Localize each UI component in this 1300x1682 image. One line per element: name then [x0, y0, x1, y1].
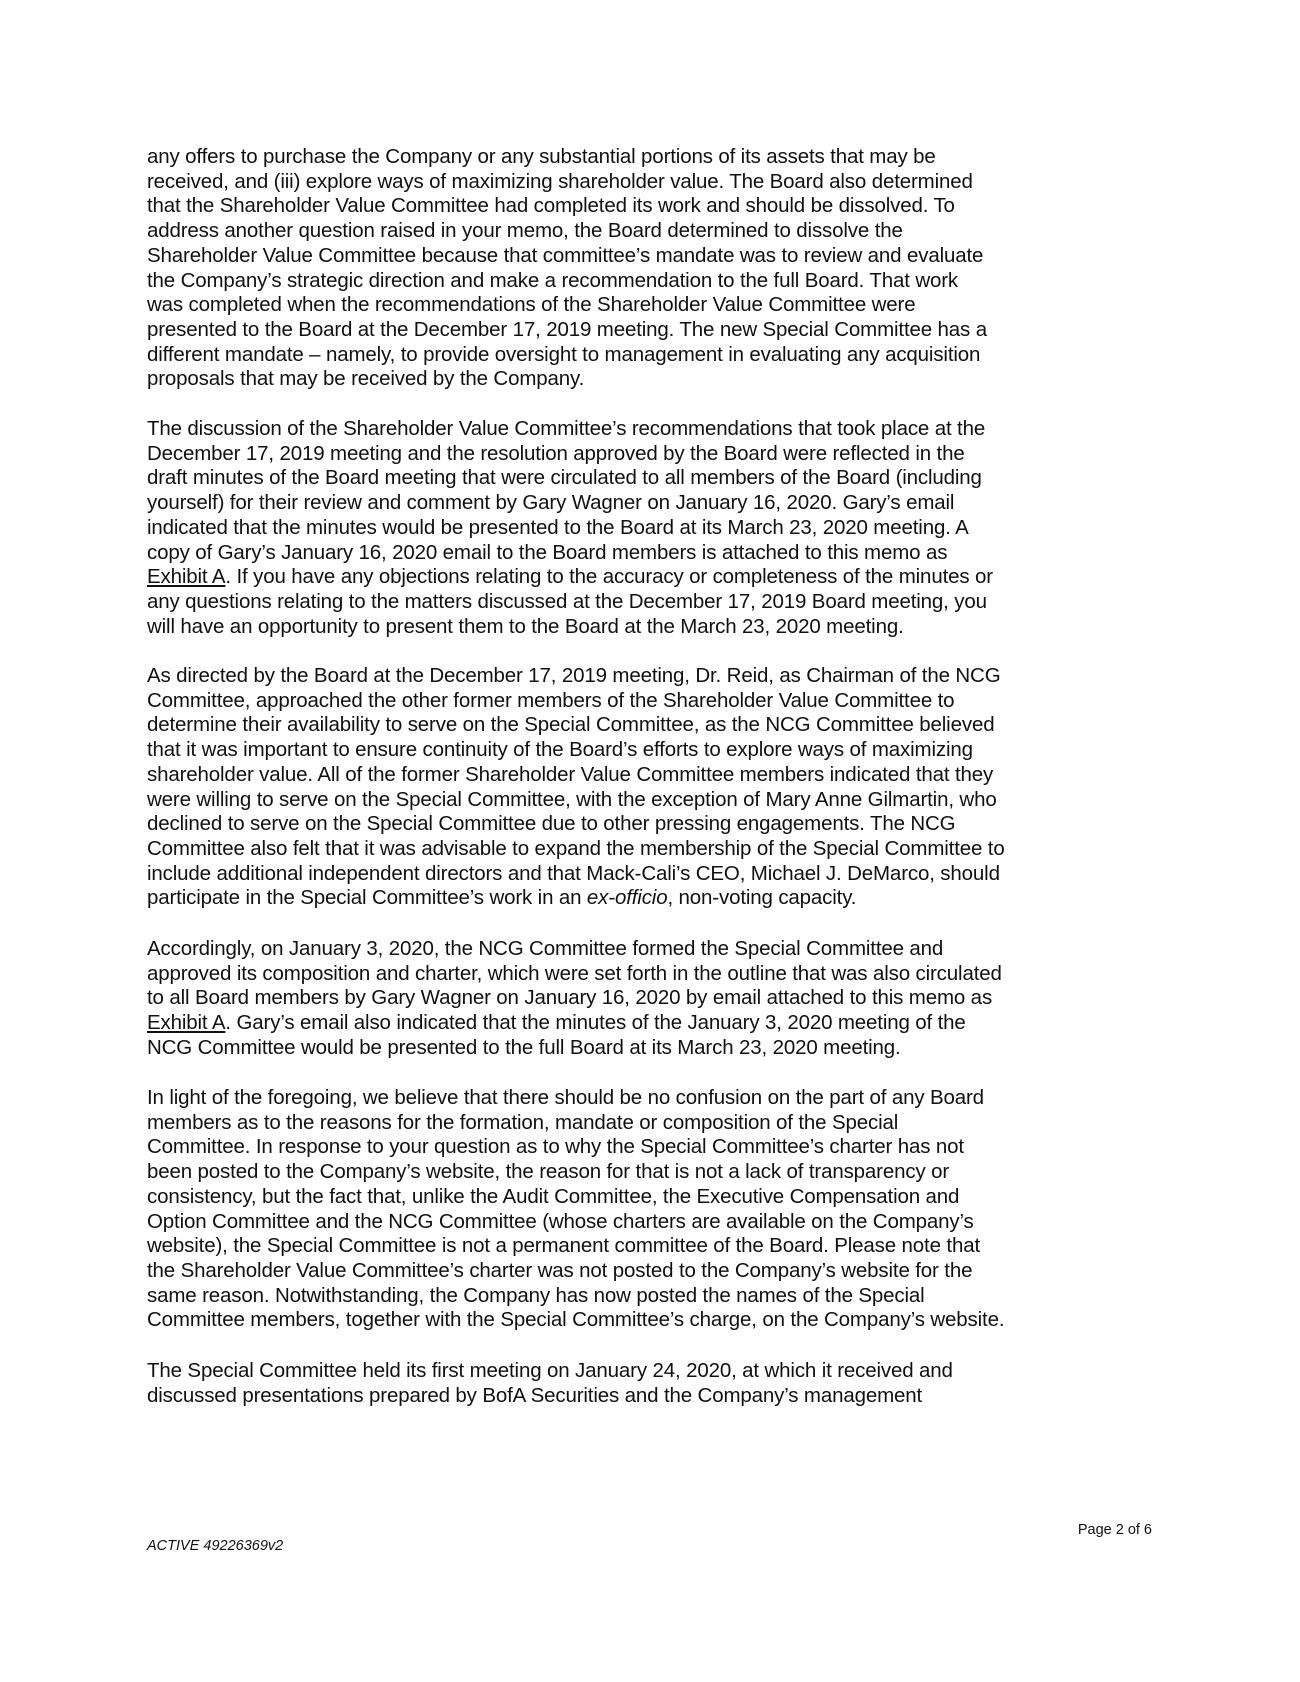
text-line: Committee, approached the other former members of the Shareholder Value Committee to: [147, 688, 955, 712]
text-line: In light of the foregoing, we believe that there should be no confusion on the part of any Board: [147, 1086, 984, 1109]
text-span: , non-voting capacity.: [667, 886, 857, 910]
paragraph-3: [147, 664, 1107, 911]
text-line: The Special Committee held its first meeting on January 24, 2020, at which it received and: [147, 1359, 953, 1382]
text-line: As directed by the Board at the December 17, 2019 meeting, Dr. Reid, as Chairman of the NCG: [147, 664, 1001, 687]
text-line: [147, 886, 1107, 911]
text-line: [147, 1011, 1107, 1036]
text-line: include additional independent directors and that Mack-Cali’s CEO, Michael J. DeMarco, should: [147, 861, 1000, 885]
text-line: to all Board members by Gary Wagner on January 16, 2020 by email attached to this memo as: [147, 986, 993, 1010]
text-line: will have an opportunity to present them to the Board at the March 23, 2020 meeting.: [147, 614, 904, 638]
text-line: that it was important to ensure continuity of the Board’s efforts to explore ways of maximizing: [147, 738, 973, 762]
text-line: Option Committee and the NCG Committee (whose charters are available on the Company’s: [147, 1209, 974, 1233]
document-id: ACTIVE 49226369v2: [147, 1538, 284, 1554]
text-line: were willing to serve on the Special Committee, with the exception of Mary Anne Gilmartin, who: [147, 787, 997, 811]
text-line: same reason. Notwithstanding, the Company has now posted the names of the Special: [147, 1283, 925, 1307]
text-line: determine their availability to serve on the Special Committee, as the NCG Committee believed: [147, 713, 995, 737]
text-line: Shareholder Value Committee because that committee’s mandate was to review and evaluate: [147, 243, 984, 267]
text-line: presented to the Board at the December 17, 2019 meeting. The new Special Committee has a: [147, 317, 987, 341]
exhibit-a-reference: Exhibit A: [147, 565, 226, 589]
text-line: any offers to purchase the Company or any substantial portions of its assets that may be: [147, 145, 936, 168]
text-line: address another question raised in your memo, the Board determined to dissolve the: [147, 219, 903, 243]
text-line: consistency, but the fact that, unlike the Audit Committee, the Executive Compensation and: [147, 1184, 960, 1208]
text-line: members as to the reasons for the formation, mandate or composition of the Special: [147, 1110, 899, 1134]
text-line: discussed presentations prepared by BofA Securities and the Company’s management: [147, 1383, 923, 1407]
text-line: proposals that may be received by the Company.: [147, 367, 585, 391]
text-line: that the Shareholder Value Committee had completed its work and should be dissolved. To: [147, 194, 955, 218]
text-line: December 17, 2019 meeting and the resolution approved by the Board were reflected in the: [147, 441, 965, 465]
paragraph-5: [147, 1086, 1107, 1333]
text-line: copy of Gary’s January 16, 2020 email to the Board members is attached to this memo as: [147, 540, 948, 564]
text-line: approved its composition and charter, which were set forth in the outline that was also circulated: [147, 961, 1002, 985]
text-line: The discussion of the Shareholder Value Committee’s recommendations that took place at the: [147, 417, 986, 440]
paragraph-4: [147, 937, 1107, 1061]
page-number: Page 2 of 6: [1077, 1522, 1152, 1538]
text-line: Committee. In response to your question as to why the Special Committee’s charter has not: [147, 1135, 964, 1159]
text-line: was completed when the recommendations of the Shareholder Value Committee were: [147, 293, 916, 317]
ex-officio-italic: ex-officio: [586, 886, 668, 910]
text-line: [147, 565, 1107, 590]
text-line: NCG Committee would be presented to the full Board at its March 23, 2020 meeting.: [147, 1035, 901, 1059]
text-span: . If you have any objections relating to the accuracy or completeness of the minutes or: [225, 565, 993, 589]
text-line: Accordingly, on January 3, 2020, the NCG Committee formed the Special Committee and: [147, 937, 944, 960]
paragraph-1: [147, 145, 1107, 392]
text-line: declined to serve on the Special Committee due to other pressing engagements. The NCG: [147, 812, 956, 836]
text-line: different mandate – namely, to provide oversight to management in evaluating any acquisition: [147, 342, 981, 366]
text-line: indicated that the minutes would be presented to the Board at its March 23, 2020 meeting. A: [147, 515, 969, 539]
text-span: . Gary’s email also indicated that the minutes of the January 3, 2020 meeting of the: [225, 1011, 966, 1035]
paragraph-2: [147, 417, 1107, 639]
text-line: the Shareholder Value Committee’s charter was not posted to the Company’s website for the: [147, 1258, 973, 1282]
text-line: Committee also felt that it was advisable to expand the membership of the Special Committee to: [147, 836, 1005, 860]
text-line: draft minutes of the Board meeting that were circulated to all members of the Board (including: [147, 466, 982, 490]
text-line: the Company’s strategic direction and make a recommendation to the full Board. That work: [147, 268, 959, 292]
exhibit-a-reference: Exhibit A: [147, 1011, 226, 1035]
text-line: any questions relating to the matters discussed at the December 17, 2019 Board meeting, you: [147, 589, 987, 613]
text-line: Committee members, together with the Special Committee’s charge, on the Company’s website.: [147, 1308, 1005, 1332]
text-line: yourself) for their review and comment by Gary Wagner on January 16, 2020. Gary’s email: [147, 491, 955, 515]
text-line: received, and (iii) explore ways of maximizing shareholder value. The Board also determined: [147, 169, 973, 193]
text-span: participate in the Special Committee’s work in an: [147, 886, 587, 910]
text-line: shareholder value. All of the former Shareholder Value Committee members indicated that they: [147, 762, 994, 786]
text-line: website), the Special Committee is not a permanent committee of the Board. Please note that: [147, 1234, 980, 1258]
text-line: been posted to the Company’s website, the reason for that is not a lack of transparency or: [147, 1160, 950, 1184]
paragraph-6: [147, 1359, 1107, 1408]
